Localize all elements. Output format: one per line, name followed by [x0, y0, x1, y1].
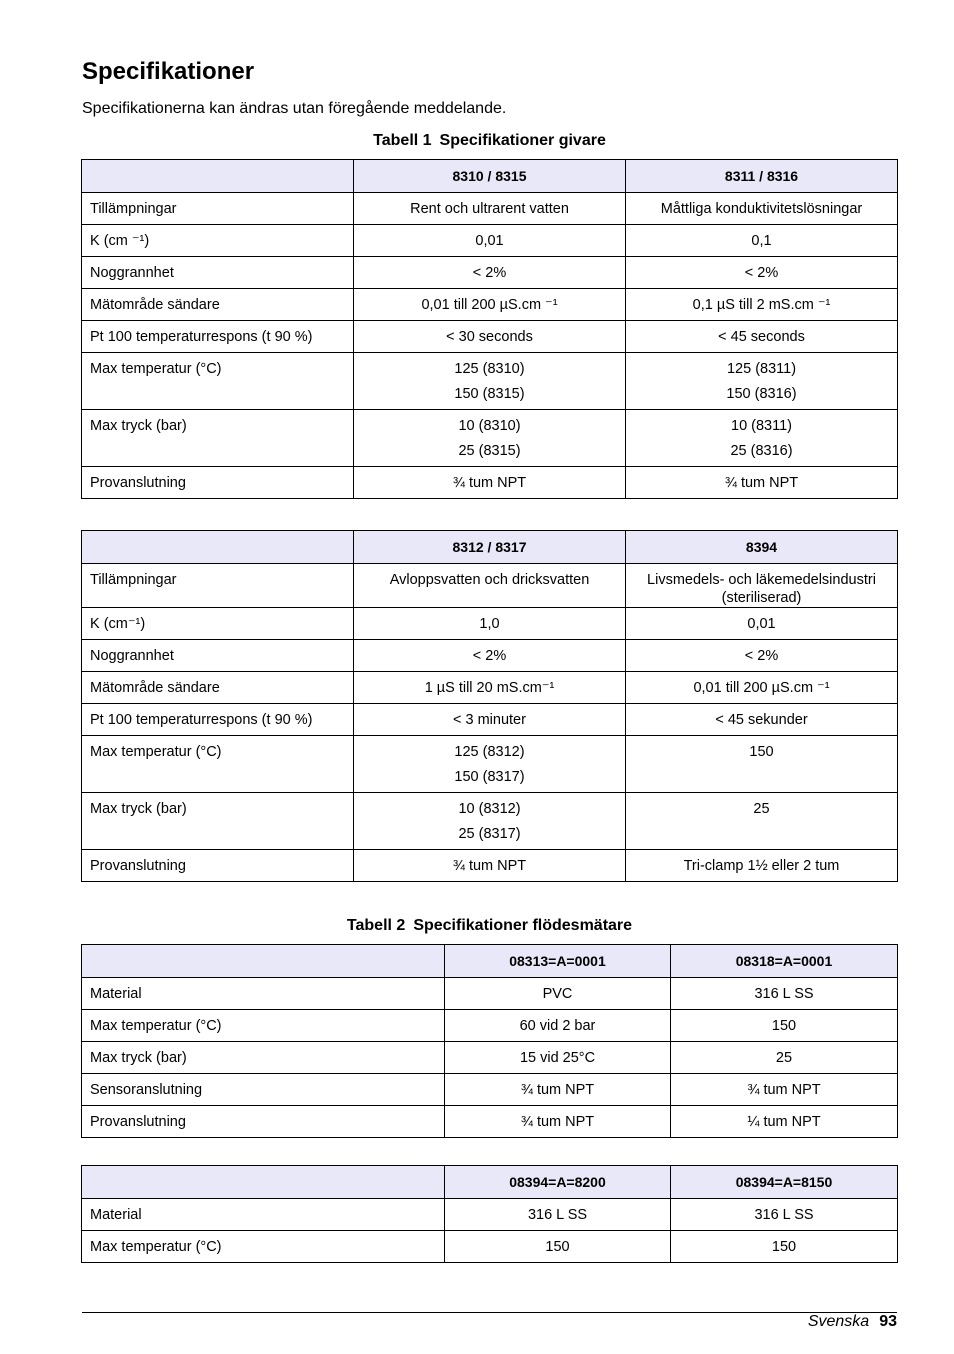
- value-cell: [626, 193, 898, 225]
- cell-value: ¾ tum NPT: [452, 858, 527, 874]
- value-cell: [354, 793, 626, 850]
- value-cell: [626, 704, 898, 736]
- cell-value: < 2%: [744, 265, 779, 281]
- table-row: [82, 564, 898, 608]
- table-row: [82, 978, 898, 1010]
- cell-value: ¼ tum NPT: [747, 1114, 821, 1130]
- value-cell: [626, 608, 898, 640]
- cell-value: 25 (8316): [730, 443, 793, 459]
- table-row: [82, 193, 898, 225]
- table-row: [82, 1231, 898, 1263]
- cell-value: < 2%: [472, 648, 507, 664]
- value-cell: [626, 736, 898, 793]
- value-cell: [626, 467, 898, 499]
- value-cell: [445, 1106, 671, 1138]
- row-label: Mätområde sändare: [82, 289, 354, 321]
- column-header: 08394=A=8150: [671, 1166, 898, 1199]
- cell-value: 0,01 till 200 µS.cm ⁻¹: [421, 297, 558, 313]
- cell-value: 10 (8311): [731, 418, 792, 434]
- cell-value: ¾ tum NPT: [520, 1114, 595, 1130]
- cell-value: 150 (8316): [726, 386, 797, 402]
- table-row: [82, 640, 898, 672]
- table-header-row: [82, 945, 898, 978]
- table-header-row: [82, 1166, 898, 1199]
- cell-value: ¾ tum NPT: [747, 1082, 821, 1098]
- row-label: Provanslutning: [82, 1106, 445, 1138]
- table-row: [82, 289, 898, 321]
- value-cell: [671, 1042, 898, 1074]
- table-row: [82, 1042, 898, 1074]
- cell-value: 150: [749, 744, 774, 760]
- row-label: Max temperatur (°C): [82, 1231, 445, 1263]
- row-label: Pt 100 temperaturrespons (t 90 %): [82, 704, 354, 736]
- table-header-row: [82, 531, 898, 564]
- cell-value: < 2%: [472, 265, 507, 281]
- page-footer: [808, 1311, 897, 1333]
- row-label: Max tryck (bar): [82, 1042, 445, 1074]
- footer-language: Svenska: [807, 1313, 870, 1330]
- value-cell: [354, 640, 626, 672]
- cell-value: ¾ tum NPT: [452, 475, 527, 491]
- table-row: [82, 1199, 898, 1231]
- value-cell: [445, 1042, 671, 1074]
- table2-part-b: [81, 1165, 898, 1263]
- column-header: 08318=A=0001: [671, 945, 898, 978]
- value-cell: [671, 1074, 898, 1106]
- footer-divider: [82, 1312, 897, 1313]
- cell-value: 150: [771, 1239, 797, 1255]
- row-label: Pt 100 temperaturrespons (t 90 %): [82, 321, 354, 353]
- table2-part-a: [81, 944, 898, 1138]
- header-cell-empty: [82, 160, 354, 193]
- value-cell: [626, 793, 898, 850]
- row-label: Provanslutning: [82, 850, 354, 882]
- cell-value: 125 (8311): [726, 361, 797, 377]
- cell-value: 25: [775, 1050, 793, 1066]
- cell-value: < 45 seconds: [718, 329, 805, 345]
- value-cell: [626, 257, 898, 289]
- value-cell: [671, 1010, 898, 1042]
- table2-caption-text: Specifikationer flödesmätare: [413, 917, 633, 934]
- cell-value: 1 µS till 20 mS.cm⁻¹: [424, 680, 555, 696]
- cell-value: 0,1: [751, 233, 772, 249]
- cell-value: 60 vid 2 bar: [519, 1018, 596, 1034]
- cell-value: 316 L SS: [754, 1207, 814, 1223]
- cell-value: 316 L SS: [754, 986, 814, 1002]
- column-header: 8310 / 8315: [354, 160, 626, 193]
- cell-value: 0,01: [475, 233, 504, 249]
- value-cell: [354, 353, 626, 410]
- value-cell: [626, 353, 898, 410]
- table-row: [82, 850, 898, 882]
- value-cell: [354, 467, 626, 499]
- cell-value: 25: [753, 801, 770, 817]
- table-row: [82, 793, 898, 850]
- row-label: Provanslutning: [82, 467, 354, 499]
- cell-value: 0,01: [747, 616, 776, 632]
- column-header: 8312 / 8317: [354, 531, 626, 564]
- table-row: [82, 1010, 898, 1042]
- value-cell: [445, 1231, 671, 1263]
- cell-value: PVC: [542, 986, 573, 1002]
- table-row: [82, 672, 898, 704]
- row-label: Max temperatur (°C): [82, 1010, 445, 1042]
- cell-value: 0,1 µS till 2 mS.cm ⁻¹: [692, 297, 831, 313]
- cell-value: 25 (8315): [458, 443, 521, 459]
- header-cell-empty: [82, 945, 445, 978]
- value-cell: [626, 640, 898, 672]
- header-cell-empty: [82, 531, 354, 564]
- row-label: Max tryck (bar): [82, 793, 354, 850]
- row-label: Material: [82, 978, 445, 1010]
- cell-value: Måttliga konduktivitetslösningar: [660, 201, 863, 217]
- row-label: Noggrannhet: [82, 257, 354, 289]
- row-label: Mätområde sändare: [82, 672, 354, 704]
- value-cell: [626, 225, 898, 257]
- value-cell: [445, 1199, 671, 1231]
- cell-value: ¾ tum NPT: [724, 475, 799, 491]
- column-header: 8394: [626, 531, 898, 564]
- value-cell: [445, 978, 671, 1010]
- value-cell: [445, 1074, 671, 1106]
- row-label: Max tryck (bar): [82, 410, 354, 467]
- cell-value: 125 (8312): [454, 744, 525, 760]
- value-cell: [354, 736, 626, 793]
- value-cell: [626, 321, 898, 353]
- value-cell: [354, 257, 626, 289]
- cell-value: 1,0: [479, 616, 500, 632]
- cell-value: 150 (8315): [454, 386, 525, 402]
- value-cell: [671, 978, 898, 1010]
- value-cell: [445, 1010, 671, 1042]
- cell-value: 316 L SS: [527, 1207, 588, 1223]
- value-cell: [354, 410, 626, 467]
- table-row: [82, 736, 898, 793]
- cell-value: 150: [771, 1018, 797, 1034]
- cell-value: Rent och ultrarent vatten: [410, 201, 569, 217]
- header-cell-empty: [82, 1166, 445, 1199]
- value-cell: [354, 225, 626, 257]
- value-cell: [354, 850, 626, 882]
- value-cell: [626, 850, 898, 882]
- table-row: [82, 1074, 898, 1106]
- value-cell: [626, 672, 898, 704]
- value-cell: [354, 704, 626, 736]
- cell-value: < 2%: [744, 648, 779, 664]
- row-label: K (cm⁻¹): [82, 608, 354, 640]
- cell-value: 10 (8312): [458, 801, 521, 817]
- table-row: [82, 353, 898, 410]
- table-row: [82, 704, 898, 736]
- table-row: [82, 467, 898, 499]
- row-label: Sensoranslutning: [82, 1074, 445, 1106]
- cell-value: < 30 seconds: [446, 329, 533, 345]
- cell-value: Avloppsvatten och dricksvatten: [389, 572, 590, 588]
- row-label: Max temperatur (°C): [82, 736, 354, 793]
- cell-value: < 45 sekunder: [715, 712, 808, 728]
- row-label: Noggrannhet: [82, 640, 354, 672]
- cell-value: 15 vid 25°C: [519, 1050, 596, 1066]
- table-row: [82, 608, 898, 640]
- cell-value: 0,01 till 200 µS.cm ⁻¹: [693, 680, 830, 696]
- table2-caption: [82, 916, 897, 936]
- column-header: 8311 / 8316: [626, 160, 898, 193]
- table-header-row: [82, 160, 898, 193]
- column-header: 08394=A=8200: [445, 1166, 671, 1199]
- table1-part-a: [81, 159, 898, 499]
- value-cell: [671, 1231, 898, 1263]
- cell-value: Livsmedels- och läkemedelsindustri (steriliserad): [647, 572, 876, 606]
- cell-value: 25 (8317): [458, 826, 521, 842]
- cell-value: Tri-clamp 1½ eller 2 tum: [683, 858, 840, 874]
- value-cell: [626, 289, 898, 321]
- value-cell: [354, 672, 626, 704]
- cell-value: < 3 minuter: [453, 712, 526, 728]
- table1-caption: [82, 131, 897, 151]
- table-row: [82, 257, 898, 289]
- value-cell: [354, 608, 626, 640]
- page-number: 93: [879, 1313, 897, 1330]
- value-cell: [354, 289, 626, 321]
- value-cell: [626, 564, 898, 608]
- table-row: [82, 321, 898, 353]
- page-title: Specifikationer: [82, 58, 255, 85]
- table-row: [82, 1106, 898, 1138]
- row-label: Max temperatur (°C): [82, 353, 354, 410]
- row-label: Tillämpningar: [82, 564, 354, 608]
- cell-value: 150: [545, 1239, 570, 1255]
- table-row: [82, 225, 898, 257]
- cell-value: 125 (8310): [454, 361, 525, 377]
- row-label: Tillämpningar: [82, 193, 354, 225]
- cell-value: 150 (8317): [454, 769, 525, 785]
- cell-value: 10 (8310): [458, 418, 521, 434]
- intro-text: Specifikationerna kan ändras utan föregående meddelande.: [82, 100, 507, 117]
- table1-caption-number: Tabell 1: [373, 132, 432, 149]
- table-row: [82, 410, 898, 467]
- value-cell: [354, 564, 626, 608]
- cell-value: ¾ tum NPT: [520, 1082, 595, 1098]
- table1-part-b: [81, 530, 898, 882]
- value-cell: [354, 193, 626, 225]
- value-cell: [671, 1106, 898, 1138]
- value-cell: [671, 1199, 898, 1231]
- row-label: K (cm ⁻¹): [82, 225, 354, 257]
- table2-caption-number: Tabell 2: [346, 917, 406, 934]
- table1-caption-text: Specifikationer givare: [439, 132, 606, 149]
- value-cell: [626, 410, 898, 467]
- column-header: 08313=A=0001: [445, 945, 671, 978]
- value-cell: [354, 321, 626, 353]
- row-label: Material: [82, 1199, 445, 1231]
